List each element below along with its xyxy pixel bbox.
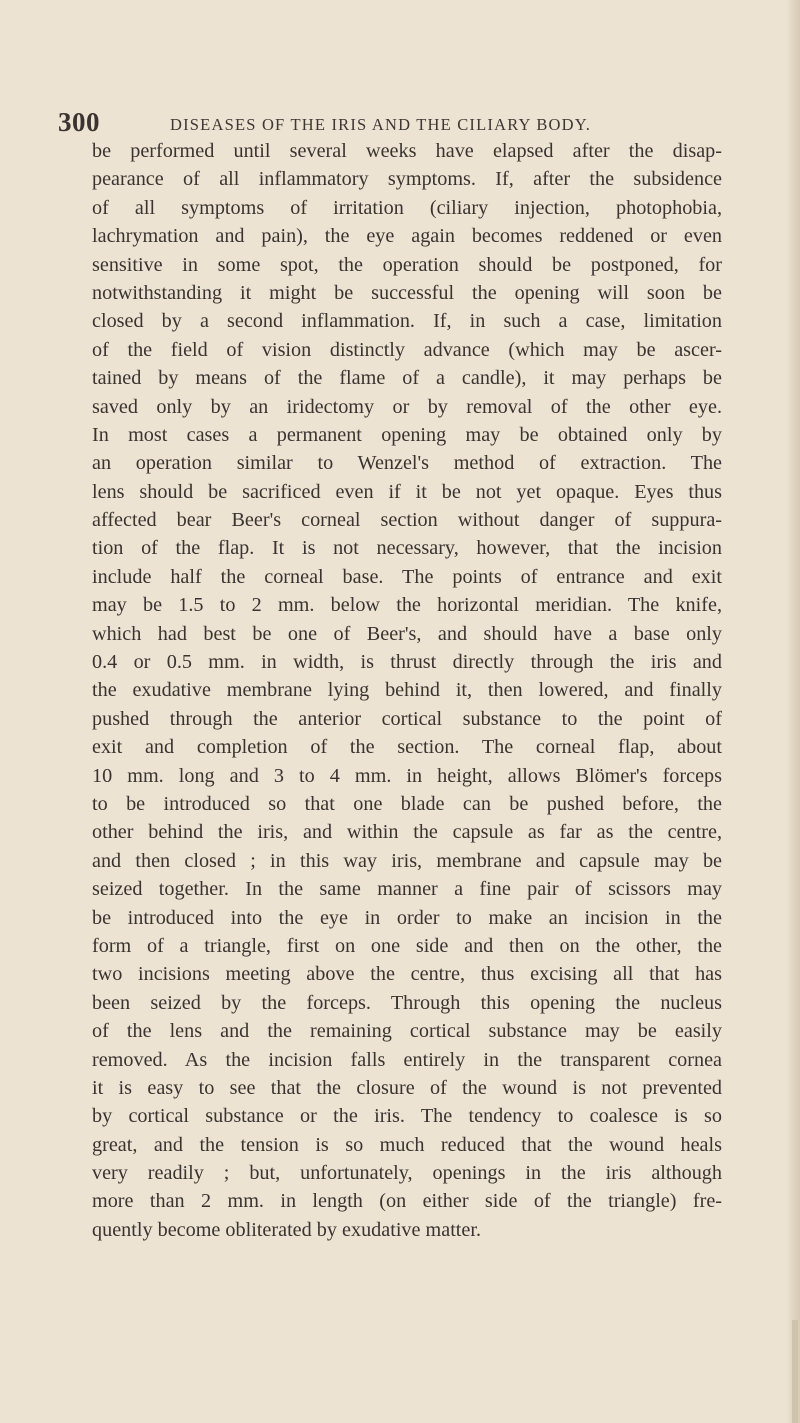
page-edge	[786, 0, 800, 1423]
text-line: an operation similar to Wenzel's method of extraction. The	[92, 452, 722, 475]
body-text	[92, 137, 722, 1244]
text-line: the exudative membrane lying behind it, then lowered, and finally	[92, 679, 722, 702]
text-line: which had best be one of Beer's, and should have a base only	[92, 622, 722, 645]
text-line: may be 1.5 to 2 mm. below the horizontal meridian. The knife,	[92, 594, 722, 617]
text-line: pushed through the anterior cortical substance to the point of	[92, 707, 722, 730]
text-line: 0.4 or 0.5 mm. in width, is thrust directly through the iris and	[92, 651, 722, 674]
text-line: form of a triangle, first on one side and then on the other, the	[92, 934, 722, 957]
text-line: other behind the iris, and within the capsule as far as the centre,	[92, 821, 722, 844]
text-line: seized together. In the same manner a fine pair of scissors may	[92, 878, 722, 901]
page-number: 300	[58, 107, 100, 137]
text-line: tained by means of the flame of a candle), it may perhaps be	[92, 367, 722, 390]
text-line: In most cases a permanent opening may be obtained only by	[92, 423, 722, 446]
text-line: to be introduced so that one blade can be pushed before, the	[92, 792, 722, 815]
text-line: by cortical substance or the iris. The tendency to coalesce is so	[92, 1105, 722, 1128]
text-line: 10 mm. long and 3 to 4 mm. in height, allows Blömer's forceps	[92, 764, 722, 787]
text-line: of the lens and the remaining cortical substance may be easily	[92, 1020, 722, 1043]
text-line: affected bear Beer's corneal section without danger of suppura-	[92, 509, 722, 532]
text-line: more than 2 mm. in length (on either side of the triangle) fre-	[92, 1190, 722, 1213]
text-line: sensitive in some spot, the operation should be postponed, for	[92, 253, 722, 276]
text-line: tion of the flap. It is not necessary, however, that the incision	[92, 537, 722, 560]
text-line: and then closed ; in this way iris, membrane and capsule may be	[92, 849, 722, 872]
text-line: lachrymation and pain), the eye again becomes reddened or even	[92, 225, 722, 248]
text-line: great, and the tension is so much reduced that the wound heals	[92, 1133, 722, 1156]
running-title: DISEASES OF THE IRIS AND THE CILIARY BODY.	[170, 115, 592, 134]
text-line: notwithstanding it might be successful the opening will soon be	[92, 281, 722, 304]
text-line: very readily ; but, unfortunately, openings in the iris although	[92, 1162, 722, 1185]
text-line: removed. As the incision falls entirely in the transparent cornea	[92, 1048, 722, 1071]
text-line: two incisions meeting above the centre, thus excising all that has	[92, 963, 722, 986]
text-line: been seized by the forceps. Through this opening the nucleus	[92, 991, 722, 1014]
text-line: be performed until several weeks have elapsed after the disap-	[92, 140, 722, 162]
text-line: pearance of all inflammatory symptoms. If, after the subsidence	[92, 168, 722, 191]
text-line: be introduced into the eye in order to make an incision in the	[92, 906, 722, 929]
text-line: of the field of vision distinctly advance (which may be ascer-	[92, 338, 722, 361]
page-edge-shadow	[792, 1320, 798, 1423]
text-line: exit and completion of the section. The corneal flap, about	[92, 736, 722, 759]
text-line: of all symptoms of irritation (ciliary injection, photophobia,	[92, 196, 722, 219]
text-line: closed by a second inflammation. If, in such a case, limitation	[92, 310, 722, 333]
text-line-last: quently become obliterated by exudative matter.	[92, 1218, 482, 1241]
text-line: lens should be sacrificed even if it be not yet opaque. Eyes thus	[92, 480, 722, 503]
text-line: saved only by an iridectomy or by removal of the other eye.	[92, 395, 722, 418]
text-line: it is easy to see that the closure of the wound is not prevented	[92, 1076, 722, 1099]
text-line: include half the corneal base. The points of entrance and exit	[92, 565, 722, 588]
